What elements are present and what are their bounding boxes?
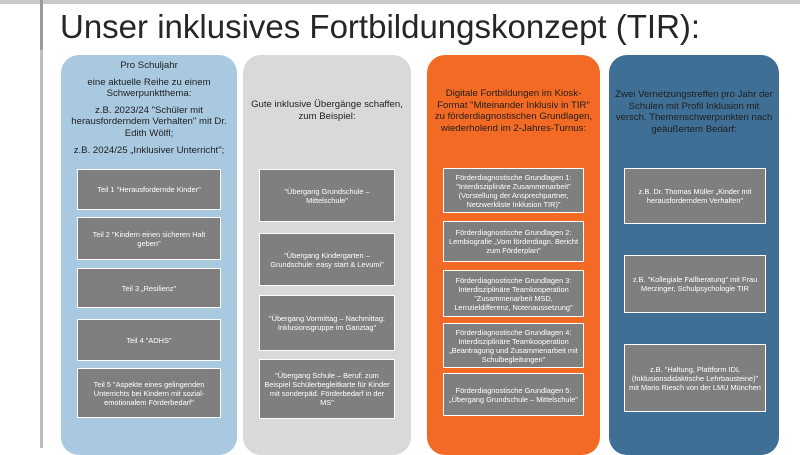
left-rule-accent (40, 0, 43, 50)
heading-line: z.B. 2023/24 "Schüler mit herausforderndem Verhalten" mit Dr. Edith Wölfl; (71, 104, 227, 139)
card-uebergang-2: "Übergang Kindergarten – Grundschule: easy start & Levumi" (259, 233, 395, 286)
card-treffen-1: z.B. Dr. Thomas Müller „Kinder mit herausforderndem Verhalten" (624, 168, 766, 224)
column-digitale-fortbildungen (427, 55, 600, 455)
card-treffen-2: z.B. "Kollegiale Fallberatung" mit Frau Merzinger, Schulpsychologie TIR (624, 255, 766, 313)
column-heading (69, 60, 229, 161)
column-heading: Gute inklusive Übergänge schaffen, zum Beispiel: (251, 99, 403, 122)
card-teil-5: Teil 5 "Aspekte eines gelingenden Unterrichts bei Kindern mit sozial-emotionalem Förderbedarf" (77, 368, 221, 418)
left-rule (40, 0, 43, 448)
card-uebergang-4: "Übergang Schule – Beruf: zum Beispiel Schülerbegleitkarte für Kinder mit sonderpäd. Förderbedarf in der MS" (259, 359, 395, 419)
card-teil-2: Teil 2 "Kindern einen sicheren Halt geben" (77, 217, 221, 260)
card-treffen-3: z.B. "Haltung, Plattform IDL (Inklusionsdidaktische Lehrbausteine)" mit Mario Riesch von der LMU München (624, 344, 766, 412)
card-teil-4: Teil 4 "ADHS" (77, 319, 221, 361)
card-grundlagen-5: Förderdiagnostische Grundlagen 5: „Übergang Grundschule – Mittelschule" (443, 373, 584, 416)
heading-line: eine aktuelle Reihe zu einem Schwerpunktthema: (87, 76, 211, 100)
card-grundlagen-4: Förderdiagnostische Grundlagen 4: Interdisziplinäre Teamkooperation „Beantragung und Zusammenarbeit mit Schulbegleitungen" (443, 323, 584, 368)
card-grundlagen-3: Förderdiagnostische Grundlagen 3: Interdisziplinäre Teamkooperation "Zusammenarbeit MSD, Lernzieldifferenz, Notenaussetzung" (443, 270, 584, 317)
top-rule (0, 0, 800, 4)
column-uebergaenge (243, 55, 411, 455)
card-uebergang-3: "Übergang Vormittag – Nachmittag: Inklusionsgruppe im Ganztag" (259, 295, 395, 351)
card-teil-3: Teil 3 „Resilienz" (77, 268, 221, 308)
column-vernetzungstreffen (609, 55, 779, 455)
column-heading: Digitale Fortbildungen im Kiosk-Format "Miteinander Inklusiv in TIR" zu förderdiagnostischen Grundlagen, wiederholend im 2-Jahres-Turnus: (434, 88, 593, 134)
card-teil-1: Teil 1 "Herausfordernde Kinder" (77, 169, 221, 210)
card-grundlagen-1: Förderdiagnostische Grundlagen 1: "Interdisziplinäre Zusammenarbeit" (Vorstellung der Ansprechpartner, Netzwerkliste Inklusion TIR)" (443, 168, 584, 213)
heading-line: Pro Schuljahr (120, 60, 178, 71)
card-grundlagen-2: Förderdiagnostische Grundlagen 2: Lernbiografie „Vom förderdiagn. Bericht zum Förderplan" (443, 221, 584, 262)
page-title: Unser inklusives Fortbildungskonzept (TIR): (60, 8, 701, 45)
column-heading: Zwei Vernetzungstreffen pro Jahr der Schulen mit Profil Inklusion mit versch. Themenschwerpunkten nach geäußertem Bedarf: (615, 89, 773, 135)
heading-line: z.B. 2024/25 „Inklusiver Unterricht"; (73, 144, 225, 156)
card-uebergang-1: "Übergang Grundschule – Mittelschule" (259, 169, 395, 222)
column-schwerpunktthema (61, 55, 237, 455)
